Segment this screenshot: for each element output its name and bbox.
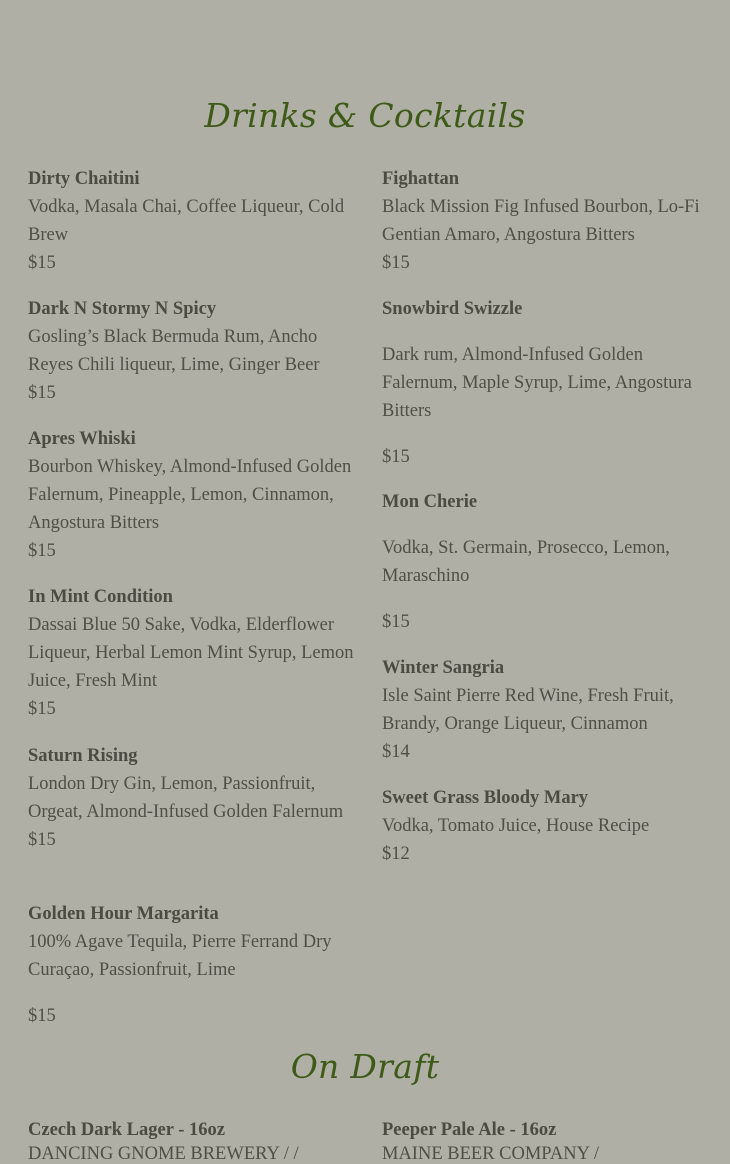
menu-item	[28, 742, 358, 854]
item-name: Sweet Grass Bloody Mary	[382, 788, 589, 808]
item-name: Apres Whiski	[28, 429, 136, 449]
item-name: In Mint Condition	[28, 587, 173, 607]
menu-item	[28, 295, 358, 407]
menu-item	[382, 654, 712, 766]
item-description: Black Mission Fig Infused Bourbon, Lo-Fi Gentian Amaro, Angostura Bitters	[382, 197, 700, 245]
menu-item	[28, 165, 358, 277]
item-name: Fighattan	[382, 169, 460, 189]
item-description: 100% Agave Tequila, Pierre Ferrand Dry Curaçao, Passionfruit, Lime	[28, 932, 332, 980]
item-price: $15	[28, 383, 56, 403]
item-price: $14	[382, 742, 410, 762]
item-description: Dassai Blue 50 Sake, Vodka, Elderflower Liqueur, Herbal Lemon Mint Syrup, Lemon Juice, Fresh Mint	[28, 615, 354, 691]
item-description: Vodka, St. Germain, Prosecco, Lemon, Maraschino	[382, 538, 670, 586]
menu-item	[28, 900, 358, 1030]
item-name: Dark N Stormy N Spicy	[28, 299, 217, 319]
item-description: Dark rum, Almond-Infused Golden Falernum, Maple Syrup, Lime, Angostura Bitters	[382, 345, 692, 421]
menu-item	[28, 425, 358, 565]
item-price: $15	[28, 541, 56, 561]
item-description: Isle Saint Pierre Red Wine, Fresh Fruit, Brandy, Orange Liqueur, Cinnamon	[382, 686, 674, 734]
item-name: Czech Dark Lager - 16oz	[28, 1120, 225, 1140]
menu-item	[28, 583, 358, 723]
item-price: $12	[382, 844, 410, 864]
item-description: London Dry Gin, Lemon, Passionfruit, Orgeat, Almond-Infused Golden Falernum	[28, 774, 344, 822]
menu-item	[382, 165, 712, 277]
item-name: Mon Cherie	[382, 492, 478, 512]
section-title-draft: On Draft	[290, 1047, 440, 1086]
item-description: Vodka, Masala Chai, Coffee Liqueur, Cold Brew	[28, 197, 345, 245]
item-name: Snowbird Swizzle	[382, 299, 523, 319]
section-title-cocktails: Drinks & Cocktails	[204, 96, 526, 135]
menu-item	[28, 1116, 358, 1164]
menu-item	[382, 784, 712, 868]
item-price: $15	[28, 830, 56, 850]
item-name: Winter Sangria	[382, 658, 505, 678]
item-price: $15	[28, 699, 56, 719]
menu-item	[382, 1116, 712, 1164]
item-description: Gosling’s Black Bermuda Rum, Ancho Reyes Chili liqueur, Lime, Ginger Beer	[28, 327, 320, 375]
item-description: Bourbon Whiskey, Almond-Infused Golden Falernum, Pineapple, Lemon, Cinnamon, Angostura Bitters	[28, 457, 352, 533]
item-description: DANCING GNOME BREWERY / /	[28, 1144, 299, 1164]
item-price: $15	[382, 253, 410, 273]
item-description: MAINE BEER COMPANY /	[382, 1144, 600, 1164]
menu-item	[382, 488, 712, 636]
item-name: Peeper Pale Ale - 16oz	[382, 1120, 557, 1140]
item-price: $15	[382, 447, 410, 467]
menu-item	[382, 295, 712, 471]
item-name: Golden Hour Margarita	[28, 904, 219, 924]
item-price: $15	[28, 1006, 56, 1026]
item-price: $15	[28, 253, 56, 273]
item-name: Dirty Chaitini	[28, 169, 140, 189]
item-name: Saturn Rising	[28, 746, 138, 766]
item-description: Vodka, Tomato Juice, House Recipe	[382, 816, 650, 836]
item-price: $15	[382, 612, 410, 632]
